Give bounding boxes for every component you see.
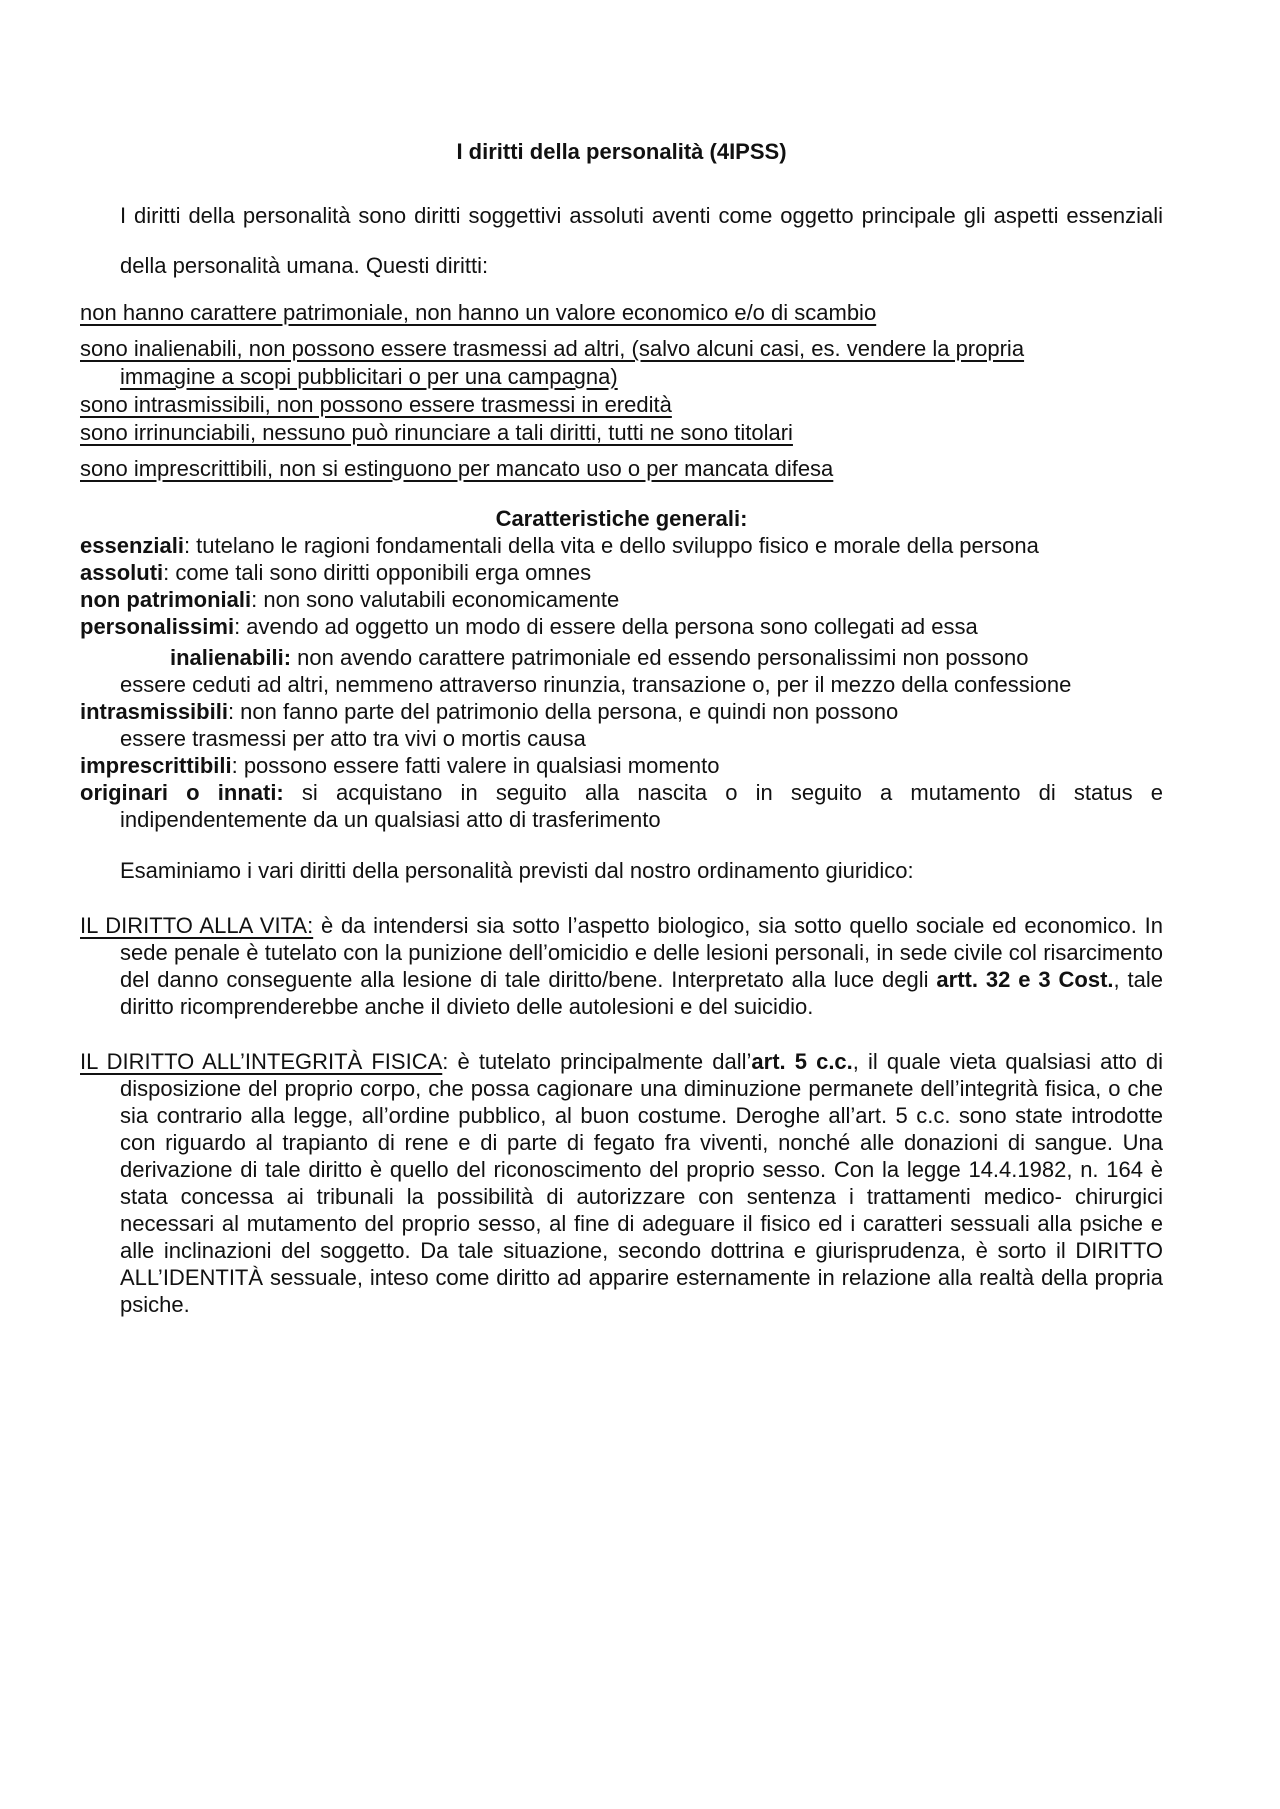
- characteristic-term: imprescrittibili: [80, 753, 232, 778]
- list-item: sono imprescrittibili, non si estinguono per mancato uso o per mancata difesa: [80, 456, 834, 481]
- characteristic-term: essenziali: [80, 533, 184, 558]
- characteristic-text: : come tali sono diritti opponibili erga omnes: [163, 560, 592, 585]
- diritto-vita-heading: IL DIRITTO ALLA VITA:: [80, 913, 314, 938]
- characteristic-text: : avendo ad oggetto un modo di essere della persona sono collegati ad essa: [234, 614, 978, 639]
- characteristic-item: [80, 586, 1163, 613]
- article-reference: artt. 32 e 3 Cost.: [936, 967, 1114, 992]
- characteristic-text: : non sono valutabili economicamente: [251, 587, 620, 612]
- characteristic-term: originari o innati:: [80, 780, 284, 805]
- characteristic-term: intrasmissibili: [80, 699, 228, 724]
- paragraph-text: : è tutelato principalmente dall’: [442, 1049, 752, 1074]
- list-item-continuation: immagine a scopi pubblicitari o per una campagna): [120, 364, 618, 389]
- characteristic-item: [80, 779, 1163, 833]
- characteristic-item: [80, 559, 1163, 586]
- characteristic-continuation: essere trasmessi per atto tra vivi o mortis causa: [120, 726, 586, 751]
- paragraph-text: è da intendersi sia sotto l’aspetto biologico, sia sotto quello sociale ed economico. In sede penale è tutelato con la punizione dell’omicidio e delle lesioni personali, in sede civile col risarcimento del danno conseguente alla lesione di tale diritto/bene. Interpretato alla luce degli: [120, 913, 1164, 992]
- intro-paragraph: I diritti della personalità sono diritti soggettivi assoluti aventi come oggetto principale gli aspetti essenziali della personalità umana. Questi diritti:: [120, 203, 1163, 278]
- characteristic-term: personalissimi: [80, 614, 235, 639]
- characteristic-term: inalienabili:: [170, 645, 292, 670]
- document-title: I diritti della personalità (4IPSS): [456, 139, 787, 164]
- list-item-text: sono inalienabili, non possono essere trasmessi ad altri, (salvo alcuni casi, es. vendere la propria: [80, 336, 1025, 361]
- characteristics-title: Caratteristiche generali:: [495, 506, 748, 531]
- paragraph-text: , il quale vieta qualsiasi atto di disposizione del proprio corpo, che possa cagionare una diminuzione permanete dell’integrità fisica, o che sia contrario alla legge, all’ordine pubblico, al buon costume. Deroghe all’art. 5 c.c. sono state introdotte con riguardo al trapianto di rene e di parte di fegato fra viventi, nonché alle donazioni di sangue. Una derivazione di tale diritto è quello del riconoscimento del proprio sesso. Con la legge 14.4.1982, n. 164 è stata concessa ai tribunali la possibilità di autorizzare con sentenza i trattamenti medico- chirurgici necessari al mutamento del proprio sesso, al fine di adeguare il fisico ed i caratteri sessuali alla psiche e alle inclinazioni del soggetto. Da tale situazione, secondo dottrina e giurisprudenza, è sorto il DIRITTO ALL’IDENTITÀ sessuale, inteso come diritto ad apparire esternamente in relazione alla realtà della propria psiche.: [120, 1049, 1163, 1317]
- list-item: non hanno carattere patrimoniale, non hanno un valore economico e/o di scambio: [80, 300, 877, 325]
- characteristic-item: [80, 752, 1163, 779]
- characteristics-list: [80, 532, 1163, 833]
- characteristic-continuation: essere ceduti ad altri, nemmeno attraverso rinunzia, transazione o, per il mezzo della confessione: [120, 672, 1072, 697]
- characteristic-text: si acquistano in seguito alla nascita o in seguito a mutamento di status e indipendentemente da un qualsiasi atto di trasferimento: [120, 780, 1163, 832]
- characteristic-item: [80, 644, 1163, 698]
- characteristic-text: non avendo carattere patrimoniale ed essendo personalissimi non possono: [291, 645, 1029, 670]
- diritto-vita-paragraph: [80, 912, 1163, 1020]
- diritto-integrita-paragraph: [80, 1048, 1163, 1318]
- characteristic-item: [80, 698, 1163, 752]
- list-item: sono intrasmissibili, non possono essere trasmessi in eredità: [80, 392, 672, 417]
- characteristic-text: : tutelano le ragioni fondamentali della vita e dello sviluppo fisico e morale della persona: [183, 533, 1039, 558]
- characteristic-term: assoluti: [80, 560, 164, 585]
- characteristic-term: non patrimoniali: [80, 587, 252, 612]
- paragraph-text: , tale diritto ricomprenderebbe anche il divieto delle autolesioni e del suicidio.: [120, 967, 1163, 1019]
- diritto-integrita-heading: IL DIRITTO ALL’INTEGRITÀ FISICA: [80, 1049, 443, 1074]
- list-item: [80, 335, 1163, 391]
- characteristic-text: : non fanno parte del patrimonio della persona, e quindi non possono: [227, 699, 899, 724]
- characteristic-item: [80, 532, 1163, 559]
- examine-paragraph: Esaminiamo i vari diritti della personalità previsti dal nostro ordinamento giuridico:: [120, 858, 914, 883]
- characteristic-item: [80, 613, 1163, 640]
- list-item: sono irrinunciabili, nessuno può rinunciare a tali diritti, tutti ne sono titolari: [80, 420, 793, 445]
- characteristic-text: : possono essere fatti valere in qualsiasi momento: [231, 753, 720, 778]
- rights-list: [80, 299, 1163, 483]
- article-reference: art. 5 c.c.: [751, 1049, 853, 1074]
